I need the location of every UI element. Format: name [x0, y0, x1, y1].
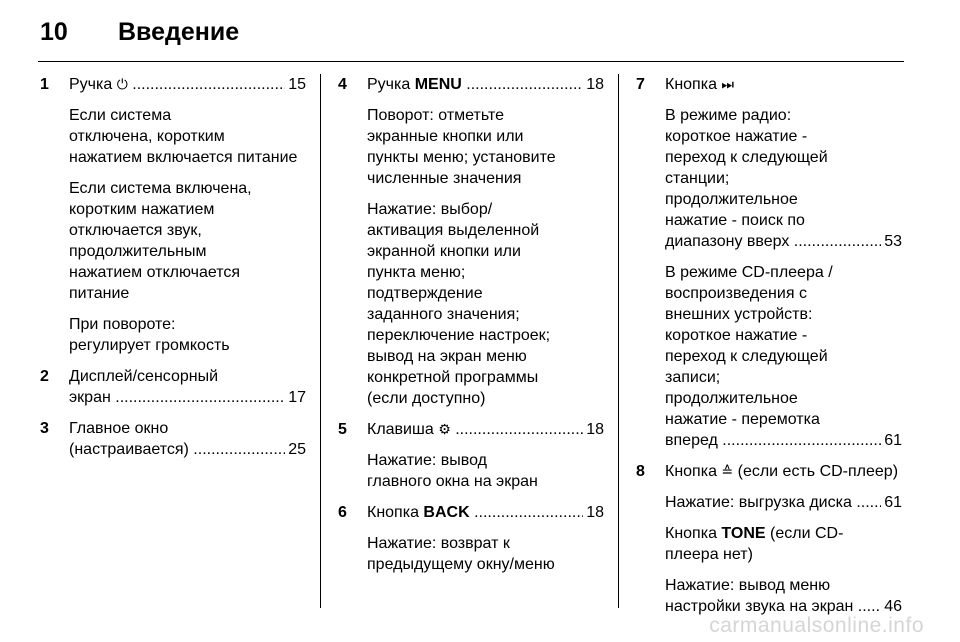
toc-line	[69, 387, 306, 408]
item-label: Ручка	[69, 76, 113, 93]
list-item	[338, 74, 604, 409]
description: В режиме CD-плеера / воспроизведения с внешних устройств: короткое нажатие - переход к следующей записи; продолжительное нажатие - перемотка	[665, 264, 833, 428]
item-label: Главное окно	[69, 420, 169, 437]
description: При повороте: регулирует громкость	[69, 316, 230, 354]
tone-paragraph	[665, 523, 902, 565]
description: Поворот: отметьте экранные кнопки или пункты меню; установите численные значения	[367, 107, 556, 187]
tone-keyword: TONE	[721, 525, 766, 542]
item-label: Кнопка	[665, 525, 717, 542]
item-label: (настраивается) .....	[69, 439, 285, 460]
item-number: 7	[636, 76, 645, 93]
list-item	[636, 461, 902, 617]
item-number: 4	[338, 76, 347, 93]
watermark: carmanualsonline.info	[709, 614, 924, 637]
page-number: 10	[40, 18, 68, 46]
list-item	[40, 418, 306, 460]
description: Если система отключена, коротким нажатием включается питание	[69, 107, 298, 166]
description: Нажатие: вывод главного окна на экран	[367, 452, 538, 490]
toc-line	[69, 439, 306, 460]
item-label: экран .....	[69, 387, 285, 408]
item-number: 2	[40, 368, 49, 385]
page-ref: 18	[586, 76, 604, 93]
page-ref: 18	[586, 504, 604, 521]
page-ref: 17	[288, 389, 306, 406]
item-heading	[665, 74, 902, 95]
item-label-suffix: плеера нет)	[665, 546, 753, 563]
list-item	[338, 419, 604, 492]
page-ref: 46	[884, 598, 902, 615]
back-keyword: BACK	[423, 504, 470, 521]
page-title: Введение	[118, 18, 240, 46]
item-label: Ручка	[367, 76, 411, 93]
page-ref: 53	[884, 233, 902, 250]
description-last-line: настройки звука на экран .....	[665, 596, 881, 617]
list-item	[40, 74, 306, 356]
toc-line	[665, 231, 902, 252]
toc-line	[665, 430, 902, 451]
item-number: 1	[40, 76, 49, 93]
item-label: Кнопка	[665, 76, 717, 93]
description: Если система включена, коротким нажатием отключается звук, продолжительным нажатием отключается питание	[69, 180, 252, 302]
menu-keyword: MENU	[414, 76, 462, 93]
skip-forward-icon: ⏭	[721, 76, 735, 92]
column-3	[636, 74, 902, 617]
page-ref: 15	[288, 76, 306, 93]
description-last-line: диапазону вверх .....	[665, 231, 881, 252]
toc-line	[367, 419, 604, 440]
description: Нажатие: выгрузка диска .....	[665, 492, 881, 513]
page-ref: 25	[288, 441, 306, 458]
item-label-suffix: (если CD-	[770, 525, 844, 542]
item-number: 6	[338, 504, 347, 521]
description: Нажатие: возврат к предыдущему окну/меню	[367, 535, 555, 573]
page-ref: 61	[884, 432, 902, 449]
column-2	[338, 74, 604, 575]
list-item	[338, 502, 604, 575]
item-label-suffix: (если есть CD-плеер)	[737, 463, 899, 480]
header-rule	[38, 61, 904, 62]
column-divider	[618, 74, 619, 608]
toc-line	[69, 74, 306, 95]
page-ref: 18	[586, 421, 604, 438]
item-label: Кнопка	[665, 463, 717, 480]
item-label: Дисплей/сенсорный	[69, 368, 219, 385]
item-heading	[665, 461, 902, 482]
page-ref: 61	[884, 494, 902, 511]
toc-line	[367, 502, 604, 523]
description: Нажатие: выбор/ активация выделенной экранной кнопки или пункта меню; подтверждение заданного значения; переключение настроек; вывод на экран меню конкретной программы (если доступно)	[367, 201, 551, 407]
eject-icon: ≙	[721, 463, 734, 479]
page-header	[40, 14, 920, 54]
list-item	[636, 74, 902, 451]
item-label: Клавиша	[367, 421, 434, 438]
column-divider	[320, 74, 321, 608]
description: Нажатие: вывод меню	[665, 577, 831, 594]
item-number: 8	[636, 463, 645, 480]
item-number: 3	[40, 420, 49, 437]
toc-line	[665, 492, 902, 513]
item-label: Кнопка	[367, 504, 419, 521]
power-icon: ⏻	[116, 76, 128, 92]
description: В режиме радио: короткое нажатие - переход к следующей станции; продолжительное нажатие - поиск по	[665, 107, 828, 229]
column-1	[40, 74, 306, 460]
gear-icon: ⚙	[438, 421, 451, 437]
toc-line	[367, 74, 604, 95]
item-number: 5	[338, 421, 347, 438]
list-item	[40, 366, 306, 408]
description-last-line: вперед .....	[665, 430, 881, 451]
